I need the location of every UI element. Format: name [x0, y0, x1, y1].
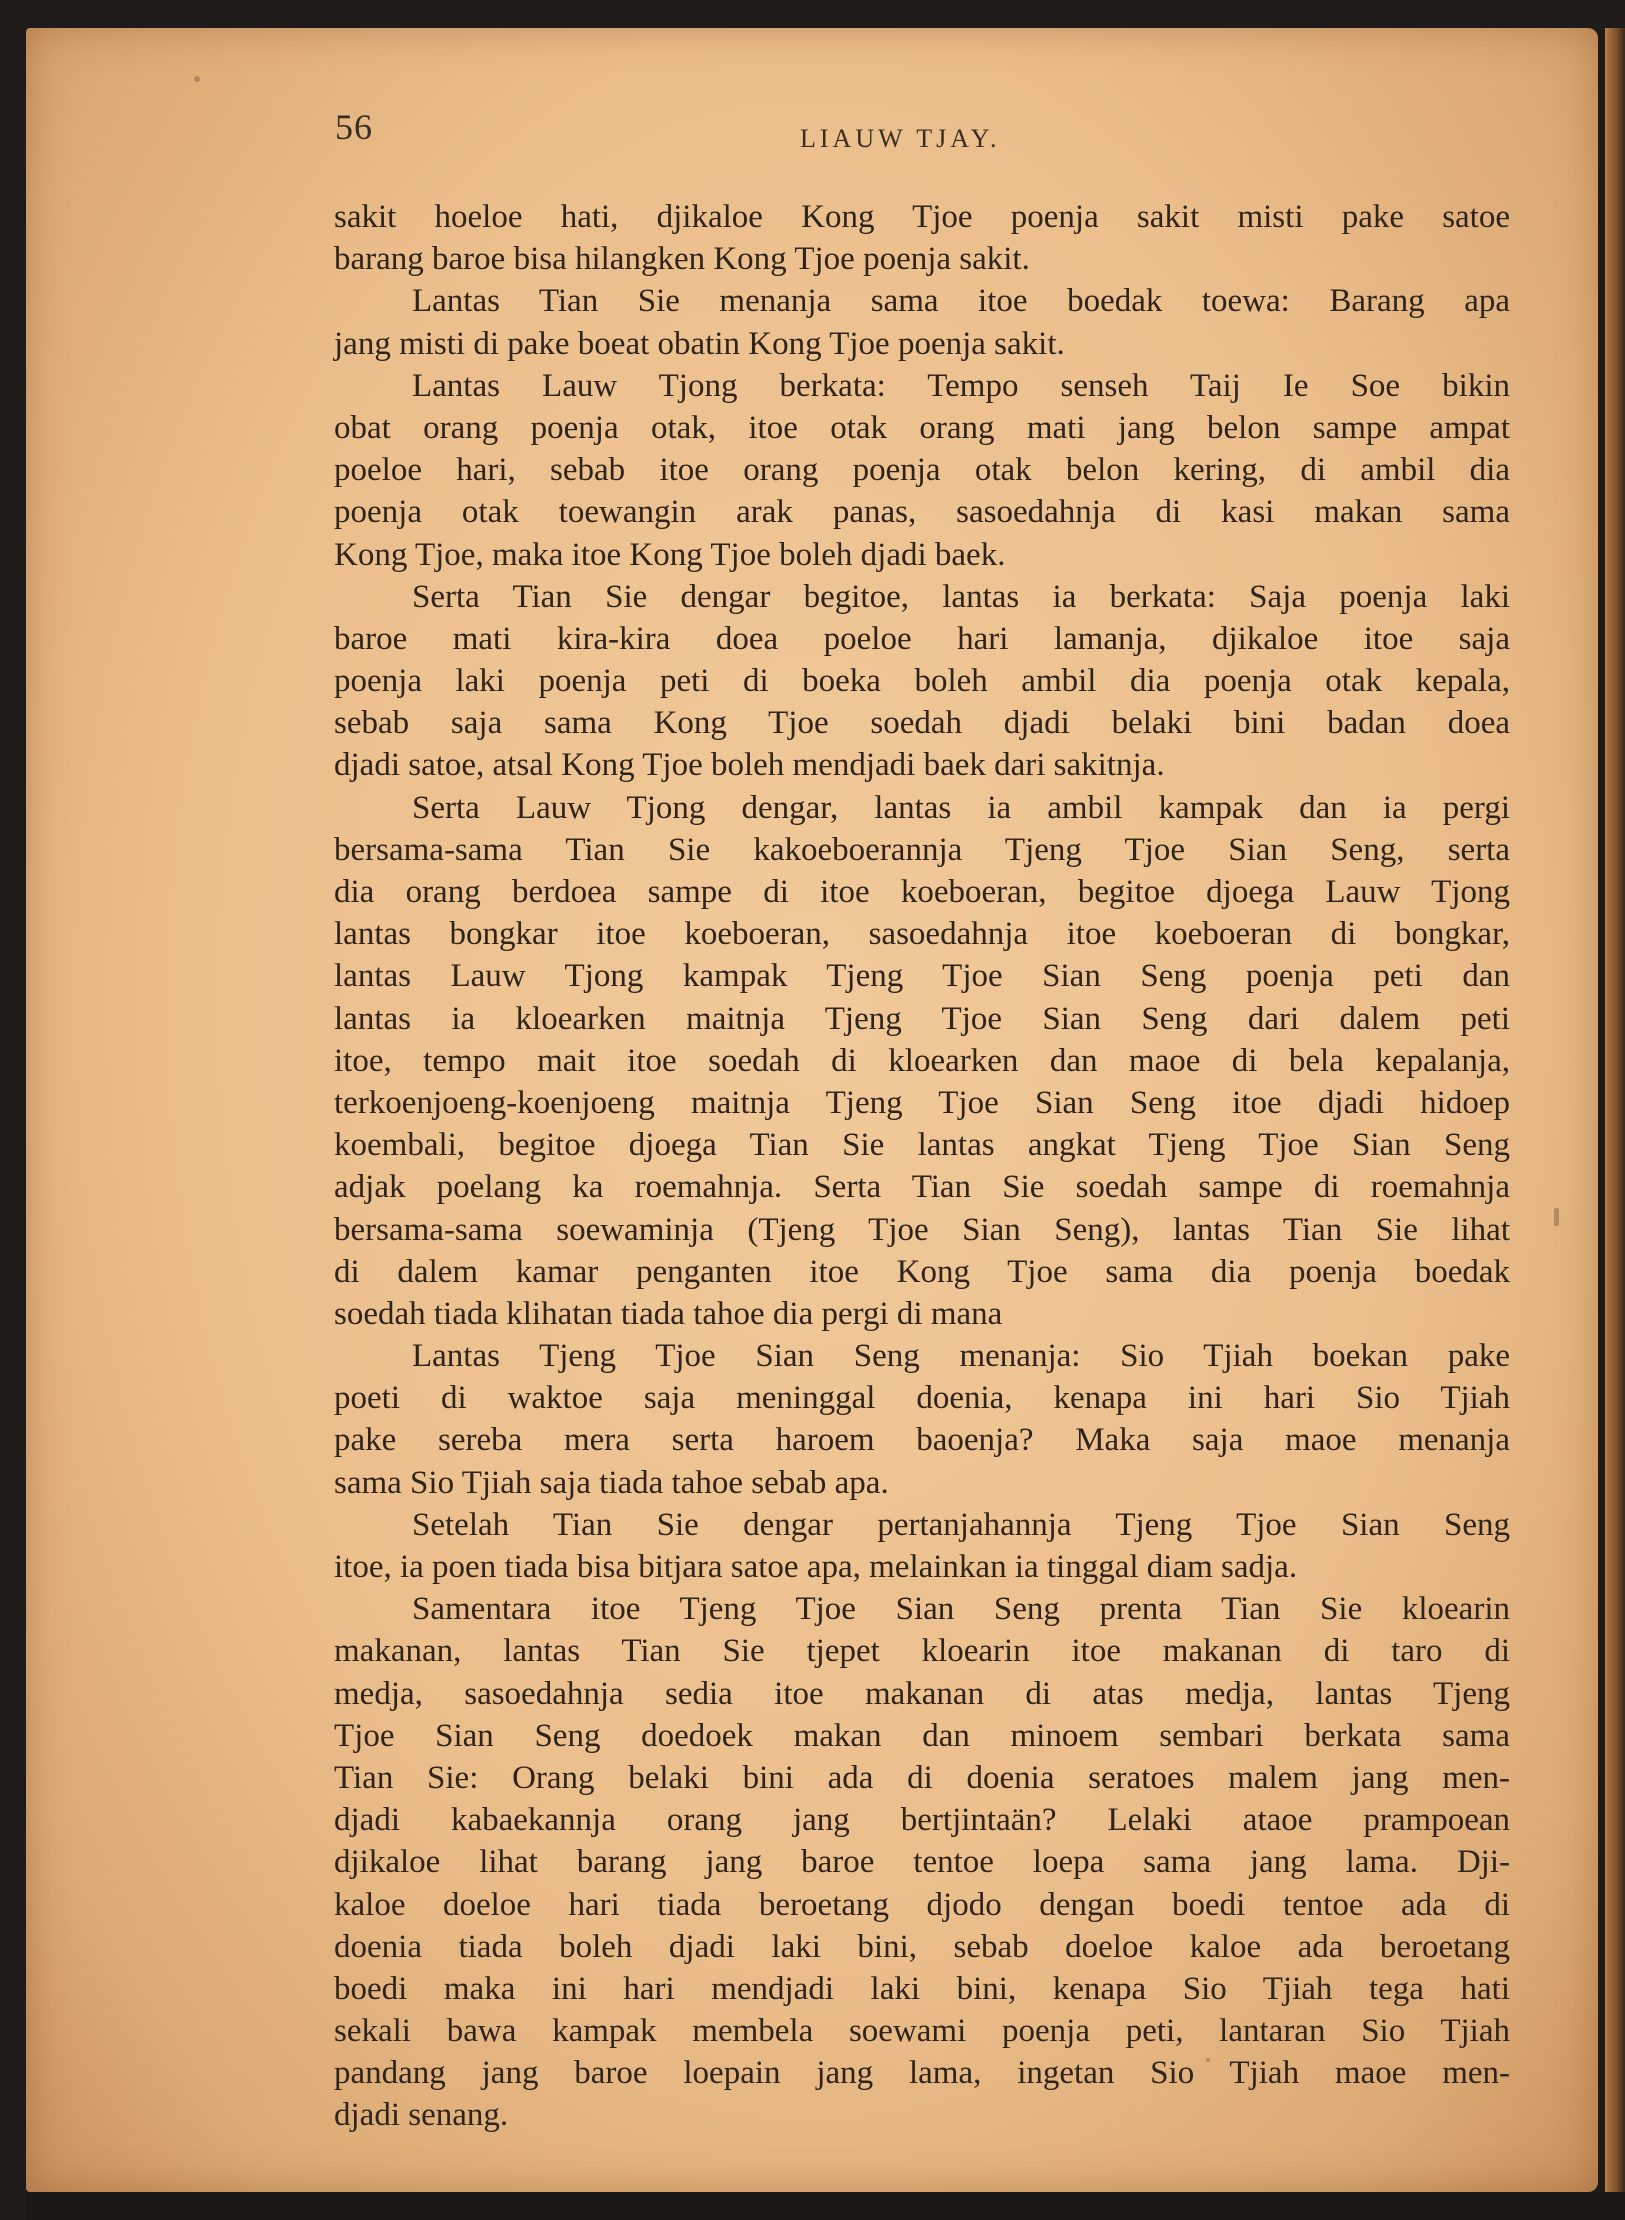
- paper-speck: [194, 76, 200, 82]
- text-line: lantas ia kloearken maitnja Tjeng Tjoe Sian Seng dari dalem peti: [334, 1000, 1510, 1037]
- text-line: Lantas Lauw Tjong berkata: Tempo senseh Taij Ie Soe bikin: [412, 367, 1510, 404]
- text-line: bersama-sama Tian Sie kakoeboerannja Tjeng Tjoe Sian Seng, serta: [334, 831, 1510, 868]
- page-number: 56: [335, 107, 373, 147]
- text-line: barang baroe bisa hilangken Kong Tjoe poenja sakit.: [334, 241, 1030, 278]
- text-line: obat orang poenja otak, itoe otak orang mati jang belon sampe ampat: [334, 409, 1510, 446]
- text-line: soedah tiada klihatan tiada tahoe dia pergi di mana: [334, 1295, 1003, 1332]
- text-line: dia orang berdoea sampe di itoe koeboeran, begitoe djoega Lauw Tjong: [334, 874, 1510, 910]
- text-line: pandang jang baroe loepain jang lama, ingetan Sio Tjiah maoe men-: [334, 2055, 1510, 2092]
- text-line: itoe, ia poen tiada bisa bitjara satoe apa, melainkan ia tinggal diam sadja.: [334, 1549, 1298, 1585]
- text-line: Setelah Tian Sie dengar pertanjahannja Tjeng Tjoe Sian Seng: [412, 1506, 1510, 1543]
- text-line: jang misti di pake boeat obatin Kong Tjoe poenja sakit.: [334, 325, 1065, 362]
- text-line: bersama-sama soewaminja (Tjeng Tjoe Sian Seng), lantas Tian Sie lihat: [334, 1211, 1510, 1248]
- text-line: Serta Lauw Tjong dengar, lantas ia ambil kampak dan ia pergi: [412, 789, 1510, 826]
- text-line: kaloe doeloe hari tiada beroetang djodo dengan boedi tentoe ada di: [334, 1886, 1510, 1923]
- text-line: poeti di waktoe saja meninggal doenia, kenapa ini hari Sio Tjiah: [334, 1380, 1510, 1417]
- text-line: doenia tiada boleh djadi laki bini, sebab doeloe kaloe ada beroetang: [334, 1928, 1510, 1965]
- text-line: koembali, begitoe djoega Tian Sie lantas angkat Tjeng Tjoe Sian Seng: [334, 1127, 1510, 1164]
- paper-speck: [1554, 1208, 1559, 1226]
- text-line: poeloe hari, sebab itoe orang poenja otak belon kering, di ambil dia: [334, 452, 1510, 489]
- text-line: sekali bawa kampak membela soewami poenja peti, lantaran Sio Tjiah: [334, 2013, 1510, 2050]
- text-line: djikaloe lihat barang jang baroe tentoe loepa sama jang lama. Dji-: [334, 1844, 1510, 1881]
- text-line: sama Sio Tjiah saja tiada tahoe sebab apa.: [334, 1464, 889, 1501]
- text-line: di dalem kamar penganten itoe Kong Tjoe sama dia poenja boedak: [334, 1253, 1510, 1290]
- text-line: lantas Lauw Tjong kampak Tjeng Tjoe Sian Seng poenja peti dan: [334, 958, 1510, 995]
- running-head: LIAUW TJAY.: [800, 124, 1001, 153]
- text-line: Serta Tian Sie dengar begitoe, lantas ia berkata: Saja poenja laki: [412, 578, 1510, 615]
- text-line: adjak poelang ka roemahnja. Serta Tian Sie soedah sampe di roemahnja: [334, 1169, 1510, 1206]
- text-line: sakit hoeloe hati, djikaloe Kong Tjoe poenja sakit misti pake satoe: [334, 199, 1510, 235]
- text-line: boedi maka ini hari mendjadi laki bini, kenapa Sio Tjiah tega hati: [334, 1970, 1510, 2007]
- text-line: Samentara itoe Tjeng Tjoe Sian Seng prenta Tian Sie kloearin: [412, 1591, 1510, 1628]
- text-line: terkoenjoeng-koenjoeng maitnja Tjeng Tjoe Sian Seng itoe djadi hidoep: [334, 1084, 1510, 1121]
- text-line: makanan, lantas Tian Sie tjepet kloearin itoe makanan di taro di: [334, 1633, 1510, 1670]
- text-line: Lantas Tian Sie menanja sama itoe boedak toewa: Barang apa: [412, 283, 1510, 320]
- text-line: Tjoe Sian Seng doedoek makan dan minoem sembari berkata sama: [334, 1717, 1510, 1754]
- text-line: itoe, tempo mait itoe soedah di kloearken dan maoe di bela kepalanja,: [334, 1042, 1510, 1079]
- scan-border: [26, 2192, 1625, 2220]
- page-edge-shadow: [1605, 28, 1625, 2192]
- text-line: baroe mati kira-kira doea poeloe hari lamanja, djikaloe itoe saja: [334, 620, 1510, 657]
- text-line: lantas bongkar itoe koeboeran, sasoedahnja itoe koeboeran di bongkar,: [334, 916, 1510, 953]
- text-line: Kong Tjoe, maka itoe Kong Tjoe boleh djadi baek.: [334, 536, 1006, 573]
- text-line: Tian Sie: Orang belaki bini ada di doenia seratoes malem jang men-: [334, 1759, 1510, 1796]
- text-line: poenja laki poenja peti di boeka boleh ambil dia poenja otak kepala,: [334, 663, 1510, 700]
- body-text: [334, 196, 1510, 2137]
- text-line: Lantas Tjeng Tjoe Sian Seng menanja: Sio Tjiah boekan pake: [412, 1338, 1510, 1375]
- text-line: pake sereba mera serta haroem baoenja? Maka saja maoe menanja: [334, 1422, 1510, 1459]
- text-line: medja, sasoedahnja sedia itoe makanan di atas medja, lantas Tjeng: [334, 1675, 1510, 1712]
- page-header: [310, 100, 1510, 160]
- text-line: djadi kabaekannja orang jang bertjintaän? Lelaki ataoe prampoean: [334, 1802, 1510, 1839]
- text-line: djadi senang.: [334, 2097, 509, 2134]
- text-line: sebab saja sama Kong Tjoe soedah djadi belaki bini badan doea: [334, 705, 1510, 742]
- text-line: djadi satoe, atsal Kong Tjoe boleh mendjadi baek dari sakitnja.: [334, 747, 1165, 784]
- text-line: poenja otak toewangin arak panas, sasoedahnja di kasi makan sama: [334, 494, 1510, 531]
